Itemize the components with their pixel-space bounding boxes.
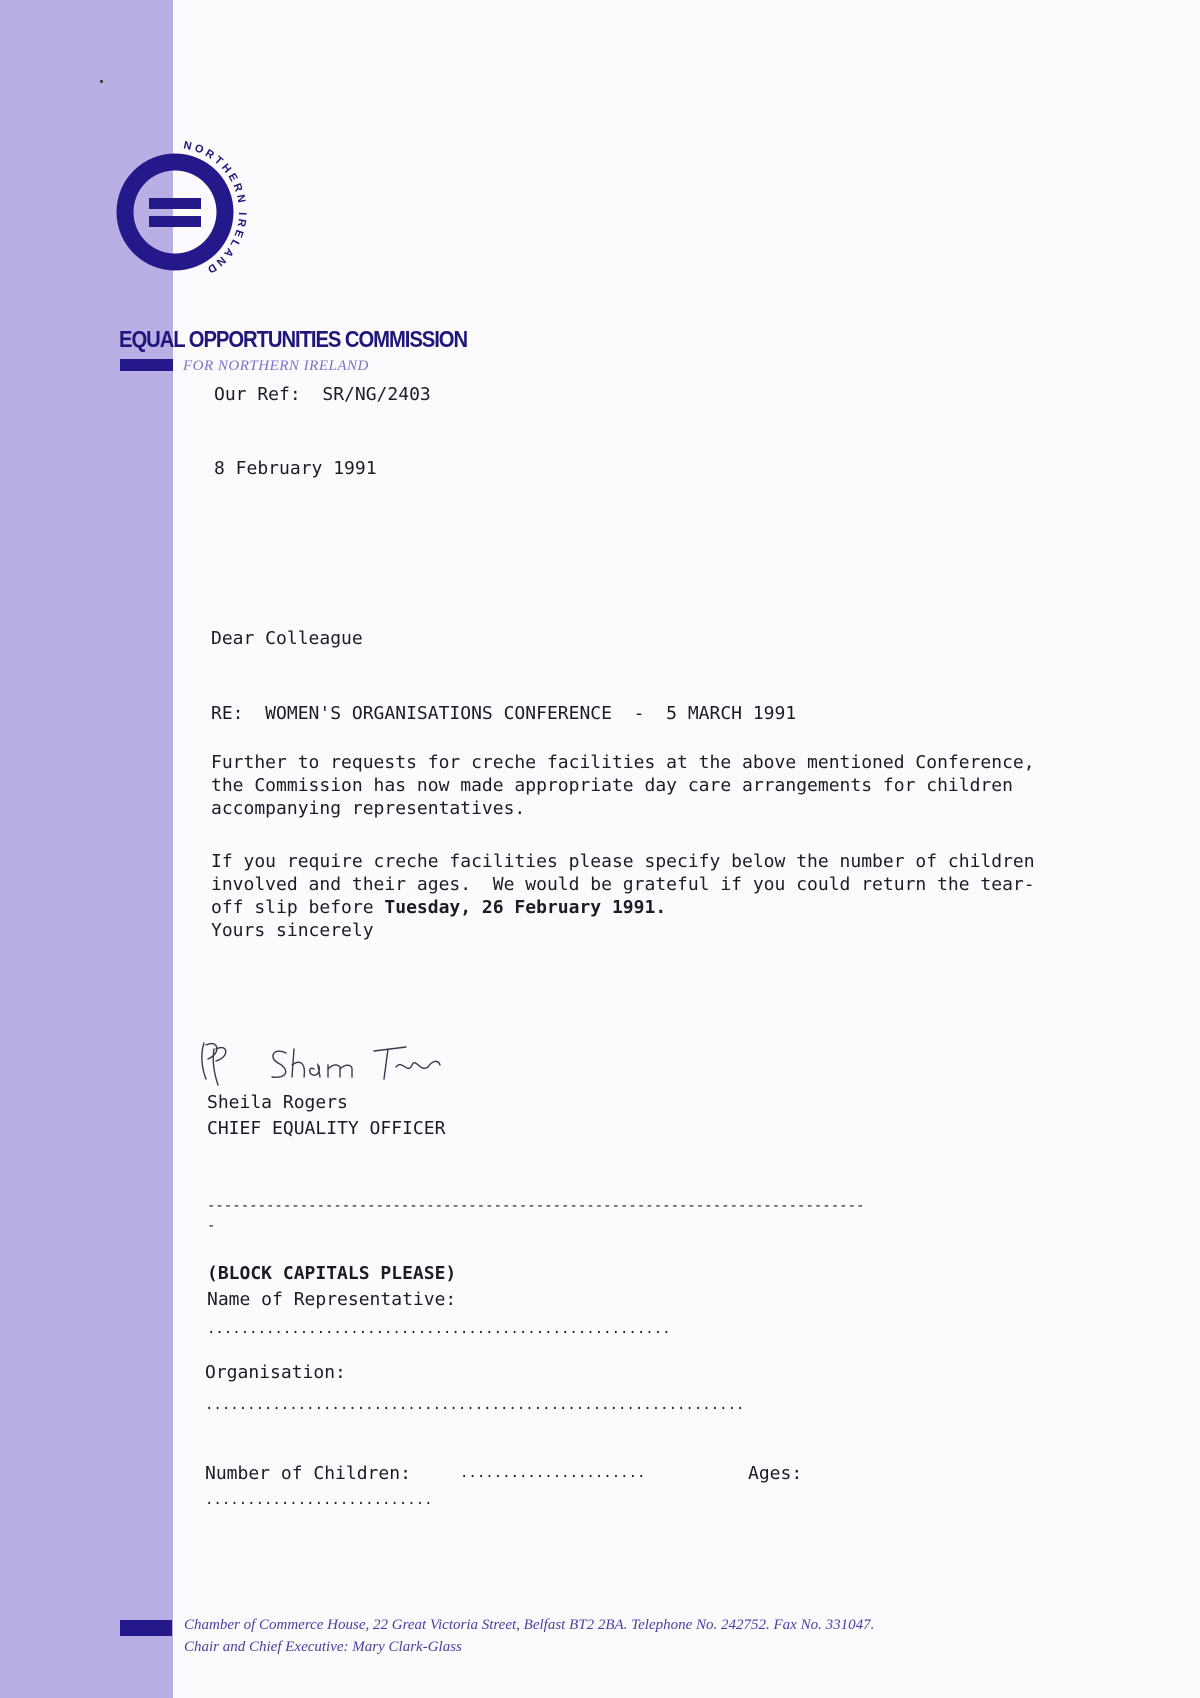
signatory-title: CHIEF EQUALITY OFFICER (207, 1118, 446, 1139)
reference-line: Our Ref: SR/NG/2403 (214, 384, 431, 405)
paragraph-line: the Commission has now made appropriate day care arrangements for children (211, 775, 1013, 796)
footer-address: Chamber of Commerce House, 22 Great Victoria Street, Belfast BT2 2BA. Telephone No. 242752. Fax No. 331047. (184, 1617, 875, 1633)
salutation: Dear Colleague (211, 628, 363, 649)
commission-logo-icon (112, 136, 262, 306)
subject-line: RE: WOMEN'S ORGANISATIONS CONFERENCE - 5 MARCH 1991 (211, 703, 797, 724)
organisation-subtitle: FOR NORTHERN IRELAND (183, 358, 369, 374)
signature-icon (196, 1035, 476, 1095)
organisation-label: Organisation: (205, 1362, 346, 1383)
letter-date: 8 February 1991 (214, 458, 377, 479)
deadline-date: Tuesday, 26 February 1991. (384, 897, 667, 918)
organisation-name: EQUAL OPPORTUNITIES COMMISSION (119, 326, 468, 352)
tear-off-cut-line-tail: - (207, 1218, 216, 1234)
paragraph-line: accompanying representatives. (211, 798, 526, 819)
paragraph-line: Further to requests for creche facilities at the above mentioned Conference, (211, 752, 1035, 773)
paragraph-creche-arrangements (211, 751, 1171, 820)
speck-mark (100, 80, 103, 83)
ages-label: Ages: (748, 1463, 803, 1484)
brand-bar (120, 359, 173, 371)
tear-off-cut-line: ------------------------------------------------------------------------------ (207, 1198, 865, 1214)
paragraph-line: If you require creche facilities please specify below the number of children (211, 851, 1035, 872)
footer-chair: Chair and Chief Executive: Mary Clark-Glass (184, 1639, 462, 1655)
representative-field[interactable]: ....................................................... (207, 1321, 671, 1337)
paragraph-line: involved and their ages. We would be grateful if you could return the tear- (211, 874, 1035, 895)
paragraph-request-details (211, 850, 1171, 942)
footer-brand-bar (120, 1620, 172, 1636)
paragraph-line (211, 896, 1171, 919)
children-count-label: Number of Children: (205, 1463, 411, 1484)
block-capitals-note: (BLOCK CAPITALS PLEASE) (207, 1263, 457, 1284)
footer (184, 1614, 874, 1658)
ages-field[interactable]: ........................... (205, 1492, 433, 1508)
organisation-field[interactable]: ................................................................ (205, 1397, 745, 1413)
logo-ring-text: NORTHERN IRELAND (182, 139, 249, 277)
representative-label: Name of Representative: (207, 1289, 457, 1310)
signatory-name: Sheila Rogers (207, 1092, 348, 1113)
children-count-field[interactable]: ...................... (460, 1465, 646, 1481)
closing: Yours sincerely (211, 920, 374, 941)
deadline-intro: off slip before (211, 897, 385, 918)
